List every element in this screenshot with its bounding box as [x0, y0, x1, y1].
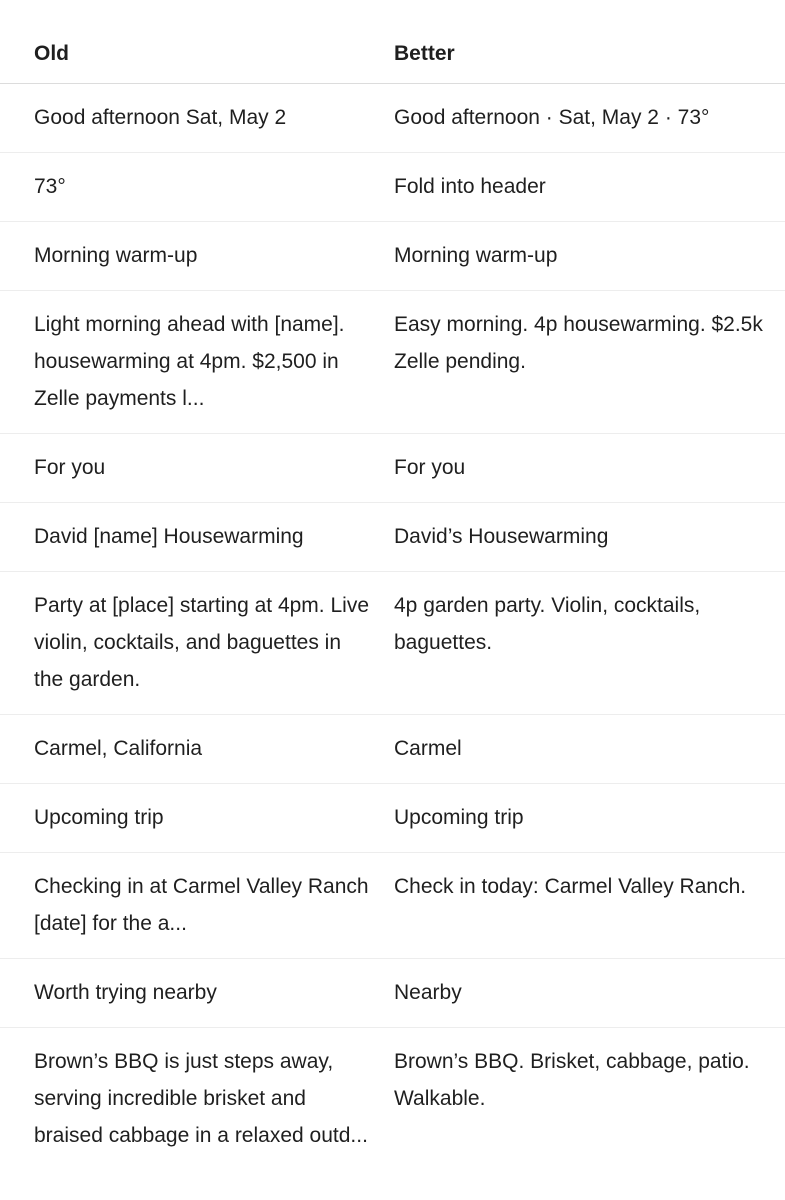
old-cell: Carmel, California [34, 737, 203, 760]
old-cell: Light morning ahead with [name]. housewarming at 4pm. $2,500 in Zelle payments l... [34, 313, 345, 410]
table-row [0, 853, 785, 959]
better-cell: Fold into header [394, 175, 546, 198]
old-cell: Party at [place] starting at 4pm. Live violin, cocktails, and baguettes in the garden. [34, 594, 369, 691]
table-row [0, 84, 785, 153]
old-cell: Checking in at Carmel Valley Ranch [date] for the a... [34, 875, 369, 935]
table-row [0, 1028, 785, 1170]
column-header-old: Old [34, 42, 69, 65]
table-row [0, 715, 785, 784]
table-row [0, 153, 785, 222]
old-cell: David [name] Housewarming [34, 525, 304, 548]
table-row [0, 959, 785, 1028]
column-header-better: Better [394, 42, 455, 65]
better-cell: For you [394, 456, 466, 479]
old-cell: Worth trying nearby [34, 981, 217, 1004]
old-cell: Good afternoon Sat, May 2 [34, 106, 287, 129]
table-row [0, 503, 785, 572]
old-cell: Upcoming trip [34, 806, 164, 829]
better-cell: Upcoming trip [394, 806, 524, 829]
better-cell: David’s Housewarming [394, 525, 609, 548]
old-cell: Brown’s BBQ is just steps away, serving incredible brisket and braised cabbage in a relaxed outd... [34, 1050, 368, 1147]
table-row [0, 222, 785, 291]
better-cell: 4p garden party. Violin, cocktails, baguettes. [394, 594, 701, 654]
table-header-row [0, 24, 785, 84]
old-cell: For you [34, 456, 106, 479]
better-cell: Good afternoon · Sat, May 2 · 73° [394, 106, 710, 129]
better-cell: Check in today: Carmel Valley Ranch. [394, 875, 747, 898]
better-cell: Brown’s BBQ. Brisket, cabbage, patio. Walkable. [394, 1050, 750, 1110]
table-row [0, 291, 785, 434]
better-cell: Morning warm-up [394, 244, 558, 267]
table-row [0, 572, 785, 715]
table-row [0, 434, 785, 503]
better-cell: Nearby [394, 981, 462, 1004]
table-row [0, 784, 785, 853]
old-cell: Morning warm-up [34, 244, 198, 267]
old-cell: 73° [34, 175, 66, 198]
better-cell: Carmel [394, 737, 462, 760]
better-cell: Easy morning. 4p housewarming. $2.5k Zelle pending. [394, 313, 763, 373]
